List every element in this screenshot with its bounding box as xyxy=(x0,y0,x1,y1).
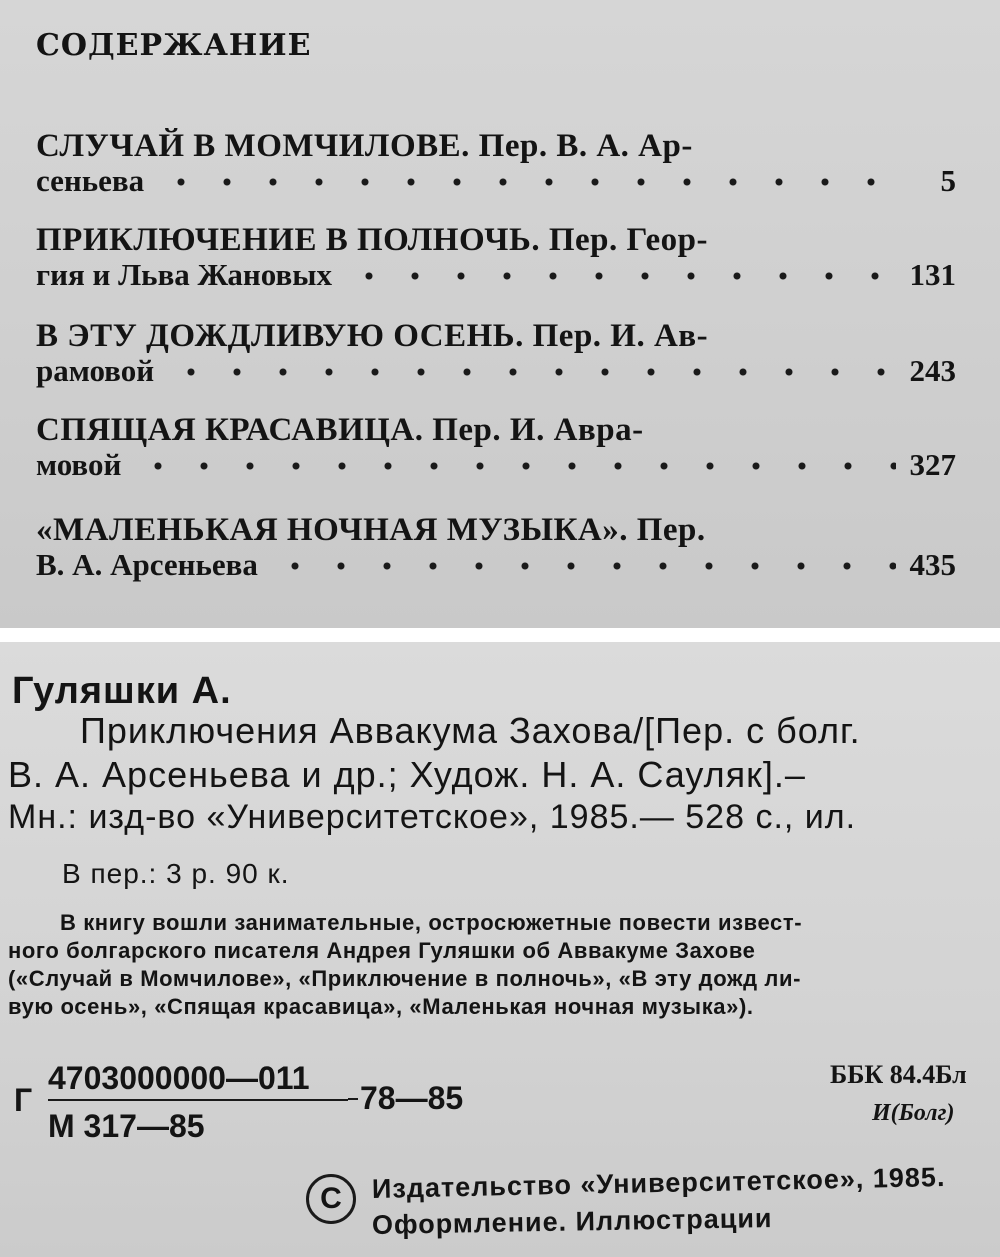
contents-heading: СОДЕРЖАНИЕ xyxy=(36,28,312,63)
annotation-line: («Случай в Момчилове», «Приключение в полночь», «В эту дожд ли- xyxy=(8,966,802,991)
dot-leader xyxy=(346,271,896,281)
bib-line: Мн.: изд-во «Университетское», 1985.— 528 с., ил. xyxy=(8,798,857,836)
dot-leader xyxy=(135,461,895,471)
catalog-code-prefix: Г xyxy=(14,1082,33,1118)
dot-leader xyxy=(158,177,902,187)
toc-entry-continuation-row xyxy=(36,447,956,483)
dot-leader xyxy=(168,367,895,377)
toc-entry-title: СЛУЧАЙ В МОМЧИЛОВЕ. Пер. В. А. Ар- xyxy=(36,128,693,164)
copyright-icon: С xyxy=(306,1174,356,1224)
annotation-line: В книгу вошли занимательные, остросюжетные повести извест- xyxy=(60,910,803,935)
toc-entry-page: 435 xyxy=(909,547,956,582)
bbk-subcode: И(Болг) xyxy=(872,1100,955,1126)
toc-entry xyxy=(36,222,956,293)
toc-entry-continuation: В. А. Арсеньева xyxy=(36,547,258,582)
bibliographic-page xyxy=(0,642,1000,1257)
toc-entry-title: СПЯЩАЯ КРАСАВИЦА. Пер. И. Авра- xyxy=(36,412,644,448)
page-separator xyxy=(0,628,1000,642)
toc-entry xyxy=(36,318,956,389)
toc-entry-continuation: гия и Льва Жановых xyxy=(36,257,332,292)
annotation-line: вую осень», «Спящая красавица», «Маленькая ночная музыка»). xyxy=(8,994,754,1019)
toc-entry-page: 327 xyxy=(909,447,956,482)
toc-entry-continuation-row xyxy=(36,547,956,583)
author-name: Гуляшки А. xyxy=(12,670,232,712)
toc-entry-continuation: сеньева xyxy=(36,163,145,198)
price-line: В пер.: 3 р. 90 к. xyxy=(62,858,290,889)
toc-entry xyxy=(36,412,956,483)
copyright-line: Издательство «Университетское», 1985. xyxy=(371,1161,946,1204)
toc-entry-continuation: рамовой xyxy=(36,353,155,388)
bib-line: В. А. Арсеньева и др.; Худож. Н. А. Сауляк].– xyxy=(8,754,806,795)
catalog-code-side: 78—85 xyxy=(360,1080,464,1116)
toc-entry-page: 5 xyxy=(940,163,956,198)
copyright-line: Оформление. Иллюстрации xyxy=(371,1203,773,1240)
toc-entry xyxy=(36,512,956,583)
toc-entry-continuation: мовой xyxy=(36,447,122,482)
toc-entry-title: ПРИКЛЮЧЕНИЕ В ПОЛНОЧЬ. Пер. Геор- xyxy=(36,222,708,258)
toc-entry-continuation-row xyxy=(36,257,956,293)
fraction-rule xyxy=(348,1098,358,1100)
annotation-line: ного болгарского писателя Андрея Гуляшки об Аввакуме Захове xyxy=(8,938,756,963)
catalog-code-numerator: 4703000000—011 xyxy=(48,1060,348,1101)
toc-entry-continuation-row xyxy=(36,163,956,199)
toc-entry-page: 131 xyxy=(909,257,956,292)
toc-entry xyxy=(36,128,956,199)
bib-line: Приключения Аввакума Захова/[Пер. с болг. xyxy=(80,710,861,751)
bbk-code: ББК 84.4Бл xyxy=(830,1060,967,1089)
dot-leader xyxy=(272,561,896,571)
toc-entry-title: «МАЛЕНЬКАЯ НОЧНАЯ МУЗЫКА». Пер. xyxy=(36,512,706,548)
toc-entry-page: 243 xyxy=(909,353,956,388)
toc-entry-continuation-row xyxy=(36,353,956,389)
contents-page xyxy=(0,0,1000,628)
catalog-code-denominator: М 317—85 xyxy=(48,1108,205,1144)
toc-entry-title: В ЭТУ ДОЖДЛИВУЮ ОСЕНЬ. Пер. И. Ав- xyxy=(36,318,709,354)
